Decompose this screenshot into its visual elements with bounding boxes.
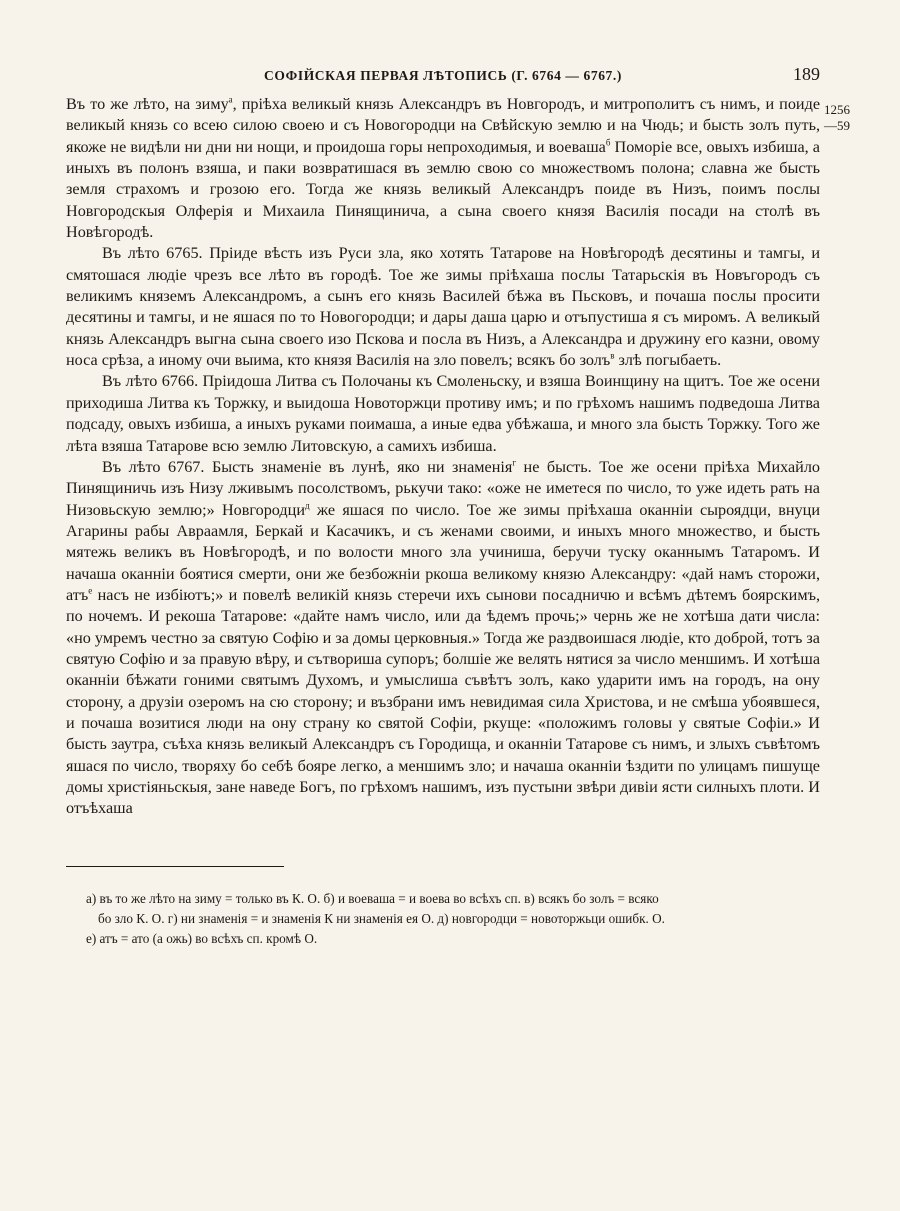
page — [66, 58, 850, 949]
text-run: же яшася по число. Тое же зимы пріѣхаша оканніи сыроядци, внуци Агарины рабы Авраамля, Беркай и Касачикъ, и съ женами своими, и иныхъ много множество, и бысть мятежь великъ въ Новѣгородѣ, и по волости много зла учиниша, беручи туску оканнымъ Татаромъ. И начаша оканніи боятися смерти, они же безбожніи ркоша великому князю Александру: «дай намъ сторожи, атъ — [66, 500, 821, 604]
margin-year-bottom: —59 — [824, 118, 850, 133]
footnote-line: бо зло К. О. г) ни знаменія = и знаменія К ни знаменія ея О. д) новгородци = новоторжьци ошибк. О. — [98, 910, 665, 926]
text-run: насъ не избіютъ;» и повелѣ великій князь стеречи ихъ сынови посадничю и всѣмъ дѣтемъ боярскимъ, по ночемъ. И рекоша Татарове: «дайте намъ число, или да ѣдемъ прочь;» чернь же не хотѣша дати числа: «но умремъ честно за святую Софію и за домы церковныя.» Тогда же раздвоишася людіе, кто доброй, тотъ за святую Софію и за правую вѣру, и сътвориша супоръ; болшіе же велять нятися за число меншимъ. И хотѣша оканніи бѣжати гоними святымъ Духомъ, и умыслиша съвѣтъ золъ, како ударити имъ на городъ, на ону сторону, а друзіи озеромъ на сю сторону; и възбрани имъ невидимая сила Христова, и не смѣша убоявшеся, и почаша возитися люди на ону страну ко святой Софіи, ркуще: «положимъ головы у святые Софіи.» И бысть заутра, съѣха князь великый Александръ съ Городища, и оканніи Татарове съ нимъ, и злыхъ съвѣтомъ яшася по число, творяху бо себѣ бояре легко, а меншимъ зло; и начаша оканніи ѣздити по улицамъ пишуще домы христіяньскыя, зане наведе Богъ, по грѣхомъ нашимъ, изъ пустыни звѣри дивіи ясти силныхъ плоти. И отъѣхаша — [66, 585, 820, 818]
footnote-mark: е — [88, 585, 93, 596]
footnote-mark: б — [605, 137, 611, 148]
footnote-mark: в — [610, 350, 615, 361]
paragraph-1 — [66, 94, 820, 243]
footnote-mark: а — [228, 94, 233, 105]
margin-year-range — [824, 102, 850, 134]
page-header — [66, 58, 820, 94]
text-run: Въ лѣто 6766. Пріидоша Литва съ Полочаны къ Смоленьску, и взяша Воинщину на щитъ. Тое же осени приходиша Литва къ Торжку, и выидоша Новоторжци противу имъ; и по грѣхомъ нашимъ подведоша Литва подсаду, овыхъ избиша, а иныхъ руками поимаша, а иные едва убѣжаша, и много зла бысть Торжку. Того же лѣта взяша Татарове всю землю Литовскую, а самихъ избиша. — [66, 372, 820, 455]
footnote-mark: г — [512, 457, 517, 468]
text-run: Поморіе все, овыхъ избиша, а иныхъ въ полонъ взяша, и паки возвратишася въ землю свою со множествомъ полона; славна же бысть земля страхомъ и грозою его. Тогда же князь великый Александръ поиде въ Низъ, поимъ послы Новгородскыя Олферія и Михаила Пинящинича, а сына своего князя Василія посади на столѣ въ Новѣгородѣ. — [66, 137, 820, 242]
text-run: злѣ погыбаеть. — [614, 351, 722, 370]
footnotes — [86, 889, 822, 949]
text-run: , пріѣха великый князь Александръ въ Новгородъ, и митрополитъ съ нимъ, и поиде великый князь со всею силою своею и съ Новогородци на Свѣйскую землю и на Чюдь; и бысть золъ путь, якоже не видѣли ни дни ни нощи, и проидоша горы непроходимыя, и воеваша — [66, 95, 821, 156]
footnote-divider — [66, 866, 284, 867]
text-run: Въ лѣто 6765. Пріиде вѣсть изъ Руси зла, яко хотять Татарове на Новѣгородѣ десятины и тамгы, и смятошася людіе чрезъ все лѣто въ городѣ. Тое же зимы пріѣхаша послы Татарьскія въ Новъгородъ съ великимъ княземъ Александромъ, а сынъ его князь Василей бѣжа въ Пьсковъ, и почаша послы просити десятины и тамгы, и не яшася по то Новогородци; и дары даша царю и отъпустиша я съ миромъ. А великый князь Александръ выгна сына своего изо Пскова и посла въ Низъ, а Александра и дружину его казни, овому носа срѣза, а иному очи выима, кто князя Василія на зло повелъ; всякъ бо золъ — [66, 244, 820, 370]
margin-year-top: 1256 — [824, 102, 850, 117]
text-run: не бысть. Тое же осени пріѣха Михайло Пинящиничь изъ Низу лживымъ посолствомъ, рькучи тако: «оже не иметеся по число, то уже идеть рать на Низовьскую землю;» Новгородци — [66, 457, 821, 519]
page-number: 189 — [793, 64, 820, 84]
paragraph-2 — [66, 243, 820, 371]
chronicle-text — [66, 94, 820, 820]
paragraph-3 — [66, 371, 820, 456]
footnote-mark: д — [305, 500, 310, 511]
footnote-line: а) въ то же лѣто на зиму = только въ К. О. б) и воеваша = и воева во всѣхъ сп. в) всякъ бо золъ = всяко — [86, 890, 659, 906]
paragraph-4 — [66, 457, 820, 820]
text-run: Въ лѣто 6767. Бысть знаменіе въ лунѣ, яко ни знаменія — [102, 457, 513, 476]
footnote-line: е) атъ = ато (а ожь) во всѣхъ сп. кромѣ О. — [86, 930, 318, 946]
running-title: СОФІЙСКАЯ ПЕРВАЯ ЛѢТОПИСЬ (Г. 6764 — 6767.) — [264, 68, 622, 83]
text-run: Въ то же лѣто, на зиму — [66, 95, 229, 113]
